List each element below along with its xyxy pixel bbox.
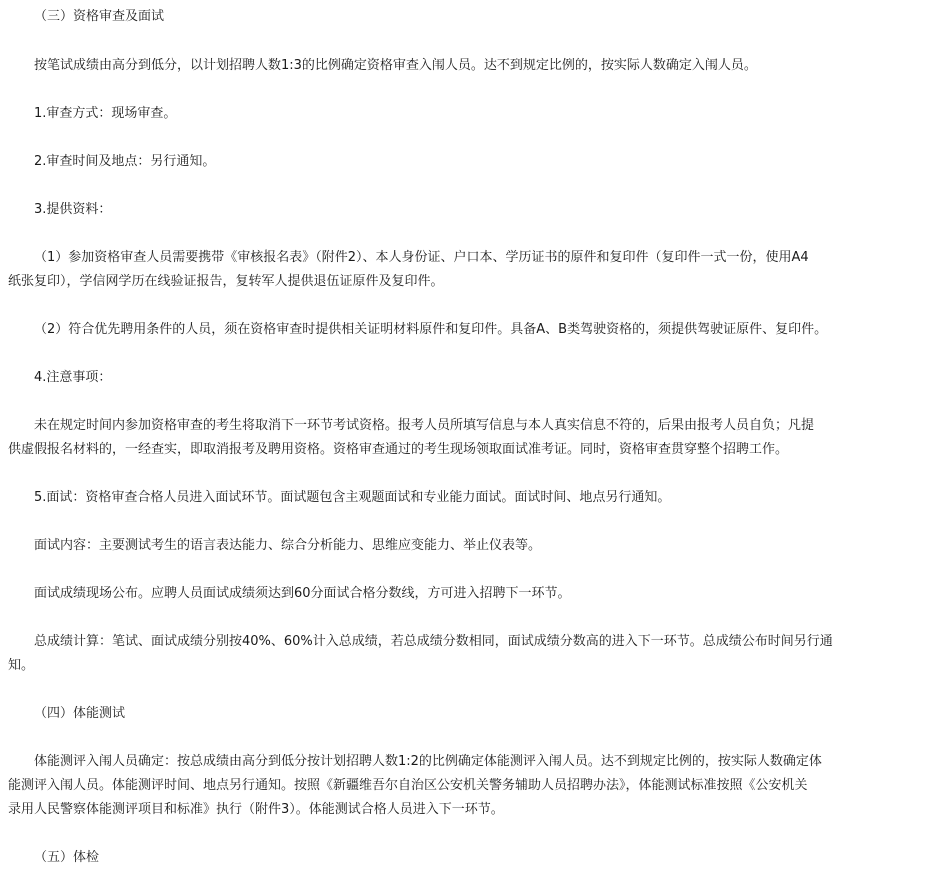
paragraph-review-time: 2.审查时间及地点：另行通知。 bbox=[34, 154, 216, 169]
section-heading-3: （三）资格审查及面试 bbox=[34, 9, 165, 24]
paragraph-interview-score: 面试成绩现场公布。应聘人员面试成绩须达到60分面试合格分数线，方可进入招聘下一环节。 bbox=[34, 586, 571, 601]
paragraph-review-method: 1.审查方式：现场审查。 bbox=[34, 106, 177, 121]
paragraph-interview-content: 面试内容：主要测试考生的语言表达能力、综合分析能力、思维应变能力、举止仪表等。 bbox=[34, 538, 542, 553]
paragraph-total-score: 总成绩计算：笔试、面试成绩分别按40%、60%计入总成绩，若总成绩分数相同，面试成绩分数高的进入下一环节。总成绩公布时间另行通 知。 bbox=[8, 634, 833, 673]
paragraph-materials-heading: 3.提供资料： bbox=[34, 202, 112, 217]
section-heading-4: （四）体能测试 bbox=[34, 706, 126, 721]
paragraph-fitness-test: 体能测评入闱人员确定：按总成绩由高分到低分按计划招聘人数1:2的比例确定体能测评入闱人员。达不到规定比例的，按实际人数确定体 能测评入闱人员。体能测评时间、地点另行通知。按照《新疆维吾尔自治区公安机关警务辅助人员招聘办法》，体能测试标准按照《公安机关 录用人民警察体能测评项目和标准》执行（附件3）。体能测试合格人员进入下一环节。 bbox=[8, 754, 822, 817]
paragraph-materials-2: （2）符合优先聘用条件的人员，须在资格审查时提供相关证明材料原件和复印件。具备A、B类驾驶资格的，须提供驾驶证原件、复印件。 bbox=[34, 322, 828, 337]
paragraph-interview: 5.面试：资格审查合格人员进入面试环节。面试题包含主观题面试和专业能力面试。面试时间、地点另行通知。 bbox=[34, 490, 671, 505]
paragraph-notes-heading: 4.注意事项： bbox=[34, 370, 112, 385]
paragraph-materials-1: （1）参加资格审查人员需要携带《审核报名表》（附件2）、本人身份证、户口本、学历证书的原件和复印件（复印件一式一份，使用A4 纸张复印），学信网学历在线验证报告，复转军人提供退伍证原件及复印件。 bbox=[8, 250, 809, 289]
paragraph-entry-rule: 按笔试成绩由高分到低分，以计划招聘人数1:3的比例确定资格审查入闱人员。达不到规定比例的，按实际人数确定入闱人员。 bbox=[34, 58, 757, 73]
paragraph-notes: 未在规定时间内参加资格审查的考生将取消下一环节考试资格。报考人员所填写信息与本人真实信息不符的，后果由报考人员自负；凡提 供虚假报名材料的，一经查实，即取消报考及聘用资格。资格审查通过的考生现场领取面试准考证。同时，资格审查贯穿整个招聘工作。 bbox=[8, 418, 815, 457]
section-heading-5: （五）体检 bbox=[34, 850, 100, 865]
